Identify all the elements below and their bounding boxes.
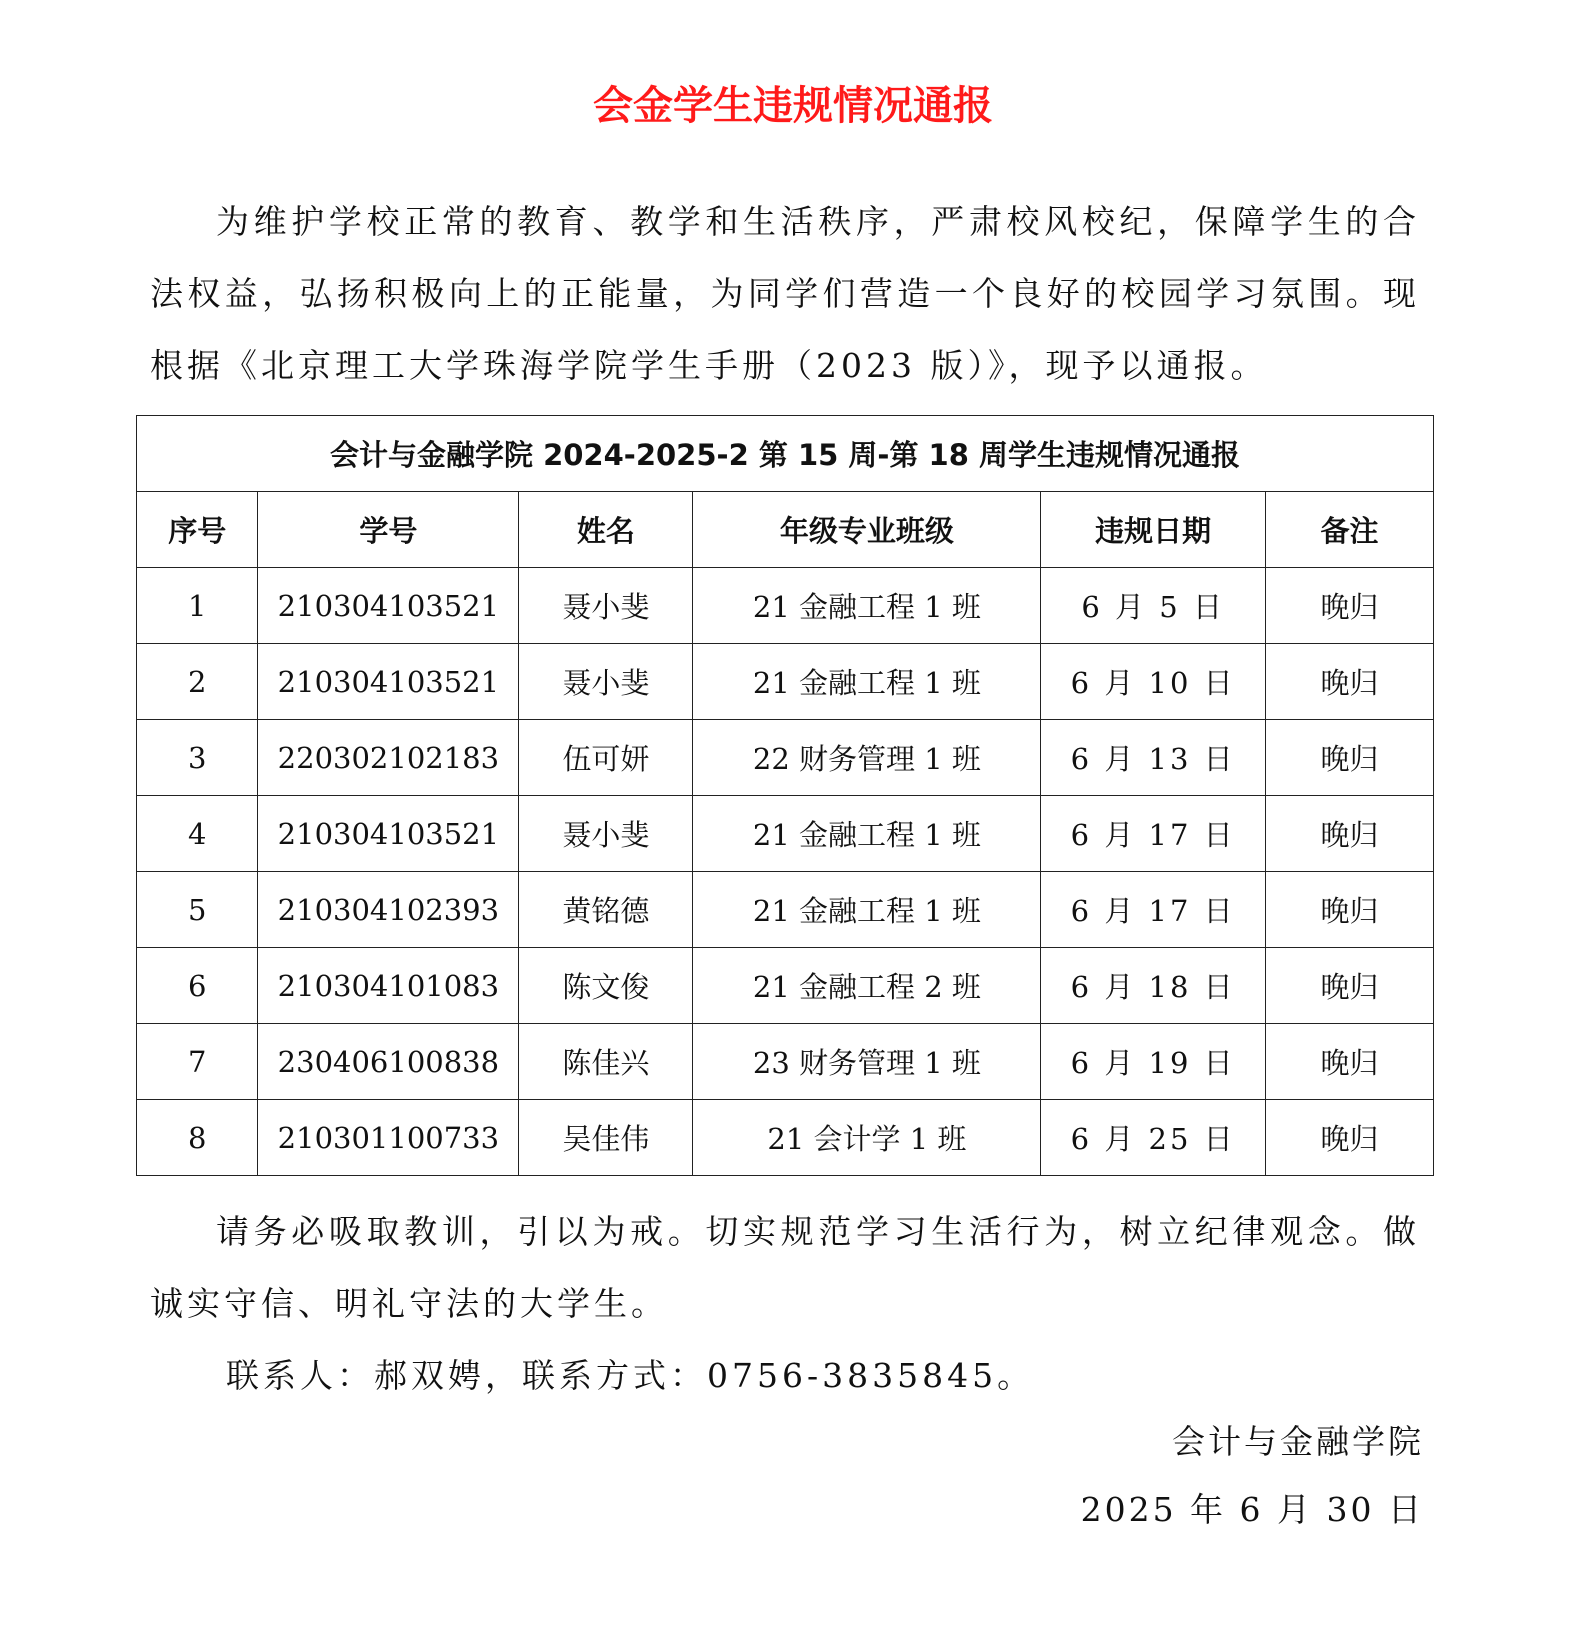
cell-class: 22 财务管理 1 班 bbox=[693, 720, 1041, 796]
cell-remark: 晚归 bbox=[1265, 644, 1433, 720]
cell-date: 6 月 17 日 bbox=[1041, 872, 1266, 948]
page-title: 会金学生违规情况通报 bbox=[593, 83, 993, 129]
table-row bbox=[137, 1024, 1434, 1100]
cell-date: 6 月 17 日 bbox=[1041, 796, 1266, 872]
table-row bbox=[137, 568, 1434, 644]
cell-index: 7 bbox=[137, 1024, 258, 1100]
cell-remark: 晚归 bbox=[1265, 872, 1433, 948]
cell-name: 吴佳伟 bbox=[519, 1100, 693, 1176]
cell-name: 黄铭德 bbox=[519, 872, 693, 948]
cell-student-id: 210301100733 bbox=[258, 1100, 519, 1176]
cell-remark: 晚归 bbox=[1265, 568, 1433, 644]
table-caption-row bbox=[137, 416, 1434, 492]
cell-class: 21 金融工程 1 班 bbox=[693, 568, 1041, 644]
signature-org: 会计与金融学院 bbox=[1172, 1422, 1424, 1461]
cell-class: 23 财务管理 1 班 bbox=[693, 1024, 1041, 1100]
cell-index: 6 bbox=[137, 948, 258, 1024]
cell-date: 6 月 5 日 bbox=[1041, 568, 1266, 644]
cell-class: 21 金融工程 1 班 bbox=[693, 796, 1041, 872]
cell-remark: 晚归 bbox=[1265, 720, 1433, 796]
table-row bbox=[137, 872, 1434, 948]
violation-table bbox=[136, 415, 1434, 1176]
cell-remark: 晚归 bbox=[1265, 948, 1433, 1024]
cell-index: 5 bbox=[137, 872, 258, 948]
table-header-row bbox=[137, 492, 1434, 568]
cell-student-id: 210304102393 bbox=[258, 872, 519, 948]
signature-date: 2025 年 6 月 30 日 bbox=[1080, 1490, 1424, 1529]
cell-student-id: 210304103521 bbox=[258, 796, 519, 872]
cell-student-id: 230406100838 bbox=[258, 1024, 519, 1100]
table-row bbox=[137, 948, 1434, 1024]
header-date: 违规日期 bbox=[1041, 492, 1266, 568]
cell-index: 2 bbox=[137, 644, 258, 720]
table-row bbox=[137, 720, 1434, 796]
cell-date: 6 月 10 日 bbox=[1041, 644, 1266, 720]
header-student-id: 学号 bbox=[258, 492, 519, 568]
cell-date: 6 月 13 日 bbox=[1041, 720, 1266, 796]
header-class: 年级专业班级 bbox=[693, 492, 1041, 568]
table-row bbox=[137, 644, 1434, 720]
cell-name: 聂小斐 bbox=[519, 644, 693, 720]
header-name: 姓名 bbox=[519, 492, 693, 568]
cell-index: 8 bbox=[137, 1100, 258, 1176]
cell-student-id: 210304103521 bbox=[258, 644, 519, 720]
cell-name: 伍可妍 bbox=[519, 720, 693, 796]
header-index: 序号 bbox=[137, 492, 258, 568]
intro-paragraph: 为维护学校正常的教育、教学和生活秩序，严肃校风校纪，保障学生的合法权益，弘扬积极向上的正能量，为同学们营造一个良好的校园学习氛围。现根据《北京理工大学珠海学院学生手册（2023 版）》，现予以通报。 bbox=[150, 202, 1420, 385]
cell-date: 6 月 25 日 bbox=[1041, 1100, 1266, 1176]
cell-index: 1 bbox=[137, 568, 258, 644]
table-row bbox=[137, 796, 1434, 872]
cell-class: 21 会计学 1 班 bbox=[693, 1100, 1041, 1176]
warning-paragraph: 请务必吸取教训，引以为戒。切实规范学习生活行为，树立纪律观念。做诚实守信、明礼守法的大学生。 bbox=[150, 1212, 1420, 1323]
cell-student-id: 220302102183 bbox=[258, 720, 519, 796]
cell-name: 陈文俊 bbox=[519, 948, 693, 1024]
header-remark: 备注 bbox=[1265, 492, 1433, 568]
cell-name: 陈佳兴 bbox=[519, 1024, 693, 1100]
cell-class: 21 金融工程 1 班 bbox=[693, 872, 1041, 948]
cell-name: 聂小斐 bbox=[519, 796, 693, 872]
cell-student-id: 210304101083 bbox=[258, 948, 519, 1024]
cell-date: 6 月 19 日 bbox=[1041, 1024, 1266, 1100]
cell-index: 4 bbox=[137, 796, 258, 872]
table-row bbox=[137, 1100, 1434, 1176]
table-caption: 会计与金融学院 2024-2025-2 第 15 周-第 18 周学生违规情况通报 bbox=[137, 416, 1434, 492]
cell-class: 21 金融工程 2 班 bbox=[693, 948, 1041, 1024]
contact-line: 联系人：郝双娉，联系方式：0756-3835845。 bbox=[226, 1356, 1035, 1395]
cell-class: 21 金融工程 1 班 bbox=[693, 644, 1041, 720]
cell-index: 3 bbox=[137, 720, 258, 796]
cell-remark: 晚归 bbox=[1265, 1100, 1433, 1176]
cell-remark: 晚归 bbox=[1265, 1024, 1433, 1100]
cell-remark: 晚归 bbox=[1265, 796, 1433, 872]
cell-name: 聂小斐 bbox=[519, 568, 693, 644]
cell-date: 6 月 18 日 bbox=[1041, 948, 1266, 1024]
cell-student-id: 210304103521 bbox=[258, 568, 519, 644]
